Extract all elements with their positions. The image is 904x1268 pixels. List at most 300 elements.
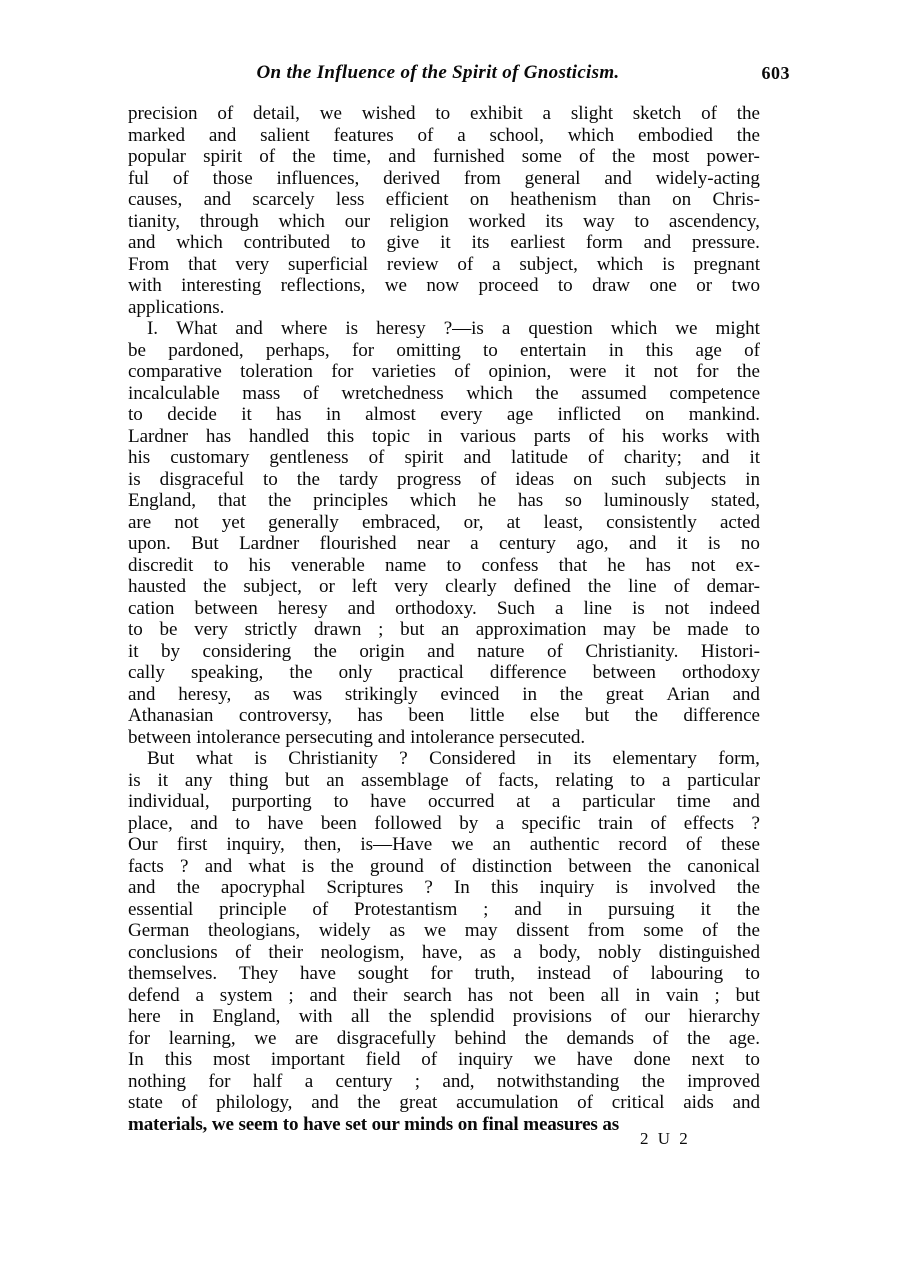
word: comparative bbox=[128, 361, 222, 382]
word: which bbox=[596, 253, 644, 275]
word: incalculable bbox=[128, 382, 220, 404]
paragraph bbox=[128, 103, 760, 318]
word: little bbox=[469, 705, 505, 726]
text-line bbox=[128, 189, 760, 211]
word: and bbox=[701, 447, 730, 468]
word: as bbox=[254, 683, 270, 705]
word: of bbox=[588, 425, 605, 447]
word: of bbox=[480, 468, 497, 490]
word: nobly bbox=[598, 941, 642, 963]
word: subject, bbox=[519, 253, 578, 275]
word: one bbox=[649, 275, 677, 296]
word: has bbox=[517, 490, 544, 511]
text-line: applications. bbox=[128, 296, 225, 318]
word: hausted bbox=[128, 576, 186, 597]
word: is bbox=[301, 855, 315, 877]
word: marked bbox=[128, 124, 185, 146]
word: time bbox=[676, 791, 711, 812]
word: omitting bbox=[396, 339, 461, 361]
text-line bbox=[128, 619, 760, 641]
word: ; bbox=[483, 898, 489, 920]
word: to bbox=[745, 963, 760, 984]
word: the bbox=[203, 576, 227, 597]
text-line bbox=[128, 705, 760, 727]
word: consistently bbox=[606, 511, 697, 533]
word: line bbox=[583, 597, 612, 619]
word: inquiry, bbox=[226, 834, 285, 855]
word: ascendency, bbox=[668, 210, 760, 232]
word: the bbox=[176, 877, 200, 898]
word: for bbox=[351, 339, 375, 361]
word: between bbox=[568, 855, 632, 877]
word: the bbox=[524, 1027, 548, 1049]
word: an bbox=[492, 834, 511, 855]
text-line bbox=[128, 1006, 760, 1028]
word: the bbox=[687, 1027, 711, 1049]
word: and bbox=[388, 146, 416, 167]
word: of bbox=[217, 103, 234, 124]
word: very bbox=[194, 619, 228, 640]
word: to bbox=[128, 619, 143, 640]
word: has bbox=[276, 404, 302, 425]
text-line bbox=[128, 684, 760, 706]
word: time, bbox=[332, 146, 372, 167]
word: ? bbox=[180, 855, 189, 877]
word: place, bbox=[128, 812, 173, 834]
text-line bbox=[128, 576, 760, 598]
word: give bbox=[386, 232, 420, 253]
word: which bbox=[409, 490, 457, 511]
word: for bbox=[696, 361, 719, 382]
word: it bbox=[440, 232, 451, 253]
word: is bbox=[662, 253, 675, 275]
word: draw bbox=[592, 275, 631, 296]
text-line bbox=[128, 877, 760, 899]
word: has bbox=[645, 554, 671, 576]
word: and bbox=[128, 232, 156, 253]
word: canonical bbox=[687, 855, 760, 877]
word: disgraceful bbox=[159, 468, 244, 490]
word: nothing bbox=[128, 1070, 186, 1092]
word: religion bbox=[389, 210, 449, 232]
text-line bbox=[128, 168, 760, 190]
word: is bbox=[254, 748, 267, 769]
word: Histori- bbox=[700, 640, 760, 662]
word: and bbox=[628, 533, 657, 554]
text-line bbox=[128, 770, 760, 792]
text-line bbox=[128, 1049, 760, 1071]
word: were bbox=[569, 361, 607, 382]
word: Lardner bbox=[128, 425, 189, 447]
word: decide bbox=[167, 404, 217, 425]
word: the bbox=[647, 855, 672, 877]
word: labouring bbox=[650, 963, 724, 984]
word: be bbox=[652, 619, 671, 640]
word: this bbox=[490, 877, 519, 898]
word: most bbox=[652, 146, 690, 167]
word: is bbox=[128, 769, 141, 791]
word: slight bbox=[570, 103, 613, 124]
text-line bbox=[128, 834, 760, 856]
text-line bbox=[128, 146, 760, 168]
word: Athanasian bbox=[128, 705, 214, 726]
word: their bbox=[268, 941, 304, 963]
word: tianity, bbox=[128, 210, 180, 232]
word: of bbox=[235, 941, 251, 963]
word: authentic bbox=[529, 834, 600, 855]
word: century bbox=[498, 533, 556, 554]
word: the bbox=[736, 103, 760, 124]
word: strikingly bbox=[344, 683, 418, 705]
word: reflections, bbox=[280, 275, 366, 296]
word: is—Have bbox=[360, 834, 433, 855]
word: elementary bbox=[612, 748, 697, 769]
word: have bbox=[370, 791, 407, 812]
word: we bbox=[533, 1049, 556, 1070]
text-line bbox=[128, 232, 760, 254]
word: been bbox=[548, 984, 585, 1006]
word: which bbox=[466, 382, 513, 404]
word: state bbox=[128, 1092, 163, 1113]
word: the bbox=[587, 576, 611, 597]
word: and bbox=[235, 318, 263, 339]
word: every bbox=[440, 404, 483, 425]
word: Scriptures bbox=[326, 877, 404, 898]
text-line bbox=[128, 469, 760, 491]
word: flourished bbox=[319, 533, 397, 554]
word: exhibit bbox=[470, 103, 523, 124]
word: ago, bbox=[576, 533, 609, 554]
word: left bbox=[351, 576, 378, 597]
word: by bbox=[459, 812, 479, 834]
word: of bbox=[744, 339, 760, 361]
word: or bbox=[318, 576, 335, 597]
word: to bbox=[634, 210, 650, 232]
word: and bbox=[643, 232, 672, 253]
word: of bbox=[368, 447, 385, 468]
word: Chris- bbox=[712, 189, 760, 210]
word: with bbox=[726, 425, 760, 447]
text-line bbox=[128, 318, 760, 340]
word: in bbox=[567, 898, 583, 920]
word: of bbox=[312, 898, 329, 920]
word: might bbox=[715, 318, 760, 339]
word: ; bbox=[714, 984, 720, 1006]
word: of bbox=[259, 146, 276, 167]
word: its bbox=[471, 232, 490, 253]
word: and bbox=[347, 597, 376, 619]
word: to bbox=[262, 468, 278, 490]
word: is bbox=[615, 877, 629, 898]
word: to bbox=[128, 404, 143, 425]
word: have bbox=[576, 1049, 613, 1070]
word: may bbox=[464, 920, 498, 941]
word: inflicted bbox=[557, 404, 621, 425]
word: that bbox=[188, 253, 217, 275]
word: a bbox=[554, 597, 564, 619]
word: to bbox=[235, 812, 250, 834]
word: ideas bbox=[515, 468, 555, 490]
word: it bbox=[157, 769, 169, 791]
word: his bbox=[248, 554, 271, 576]
word: for bbox=[128, 1027, 151, 1049]
word: most bbox=[213, 1049, 250, 1070]
word: of bbox=[172, 167, 189, 189]
word: the bbox=[268, 490, 292, 511]
text-line bbox=[128, 103, 760, 125]
text-line bbox=[128, 533, 760, 555]
word: clearly bbox=[445, 576, 497, 597]
word: to bbox=[557, 275, 573, 296]
word: is bbox=[632, 597, 645, 619]
word: relating bbox=[555, 769, 614, 791]
word: it bbox=[700, 898, 711, 920]
word: as bbox=[389, 920, 406, 941]
word: to bbox=[630, 769, 646, 791]
word: the bbox=[296, 468, 320, 490]
word: truth, bbox=[474, 963, 516, 984]
body-text-block bbox=[128, 103, 760, 1135]
word: indeed bbox=[709, 597, 760, 619]
word: a bbox=[457, 124, 466, 146]
word: facts, bbox=[498, 769, 539, 791]
word: which bbox=[567, 124, 615, 146]
word: of bbox=[578, 146, 595, 167]
text-line bbox=[128, 254, 760, 276]
word: earliest bbox=[510, 232, 565, 253]
word: of bbox=[547, 640, 563, 662]
word: between bbox=[592, 662, 656, 683]
word: for bbox=[208, 1070, 231, 1092]
word: contributed bbox=[243, 232, 331, 253]
word: century bbox=[335, 1070, 393, 1092]
word: of bbox=[181, 1092, 198, 1113]
word: less bbox=[335, 189, 365, 210]
word: but bbox=[584, 705, 610, 726]
text-line bbox=[128, 920, 760, 942]
word: But bbox=[191, 533, 219, 554]
word: furnished bbox=[432, 146, 505, 167]
word: he bbox=[478, 490, 496, 511]
text-line: materials, we seem to have set our minds on final measures as bbox=[128, 1113, 619, 1135]
word: approximation bbox=[475, 619, 587, 640]
word: the bbox=[736, 124, 760, 146]
word: in bbox=[635, 984, 651, 1006]
text-line bbox=[128, 641, 760, 663]
word: than bbox=[618, 189, 651, 210]
word: principle bbox=[219, 898, 287, 920]
word: a bbox=[661, 769, 671, 791]
word: was bbox=[292, 683, 323, 705]
word: only bbox=[338, 662, 373, 683]
word: of bbox=[577, 1092, 593, 1113]
word: mankind. bbox=[688, 404, 760, 425]
word: and bbox=[514, 898, 542, 920]
word: the bbox=[736, 898, 760, 920]
word: ; bbox=[378, 619, 384, 640]
word: sketch bbox=[632, 103, 682, 124]
text-line bbox=[128, 899, 760, 921]
word: progress bbox=[397, 468, 462, 490]
word: some bbox=[643, 920, 684, 941]
word: detail, bbox=[253, 103, 300, 124]
word: pressure. bbox=[691, 232, 760, 253]
word: the bbox=[313, 640, 337, 662]
word: in bbox=[325, 404, 341, 425]
word: general bbox=[524, 167, 581, 189]
word: we bbox=[319, 103, 342, 124]
word: is bbox=[128, 468, 141, 490]
word: evinced bbox=[440, 683, 500, 705]
word: confess bbox=[481, 554, 539, 576]
word: and bbox=[732, 683, 760, 705]
word: essential bbox=[128, 898, 194, 920]
word: Christianity bbox=[288, 748, 378, 769]
word: to bbox=[435, 103, 451, 124]
word: of bbox=[421, 1049, 438, 1070]
word: defend bbox=[128, 984, 180, 1006]
word: the bbox=[388, 1006, 412, 1027]
word: England, bbox=[128, 490, 197, 511]
word: the bbox=[357, 1092, 381, 1113]
word: and bbox=[463, 447, 491, 468]
word: has bbox=[357, 705, 383, 726]
word: Such bbox=[496, 597, 535, 619]
text-line bbox=[128, 662, 760, 684]
word: In bbox=[454, 877, 470, 898]
word: may bbox=[603, 619, 636, 640]
word: defined bbox=[513, 576, 571, 597]
text-line bbox=[128, 1071, 760, 1093]
word: inquiry bbox=[539, 877, 595, 898]
word: done bbox=[633, 1049, 671, 1070]
word: been bbox=[408, 705, 445, 726]
word: the bbox=[611, 146, 636, 167]
word: spirit bbox=[404, 447, 444, 468]
word: precision bbox=[128, 103, 198, 124]
word: ground bbox=[369, 855, 424, 877]
word: ? bbox=[424, 877, 433, 898]
word: customary bbox=[170, 447, 250, 468]
text-line bbox=[128, 211, 760, 233]
word: have bbox=[267, 812, 304, 834]
word: What bbox=[176, 318, 218, 339]
word: be bbox=[159, 619, 178, 640]
word: his bbox=[128, 447, 151, 468]
text-line bbox=[128, 340, 760, 362]
text-line bbox=[128, 383, 760, 405]
word: Our bbox=[128, 834, 158, 855]
word: proceed bbox=[478, 275, 539, 296]
word: pregnant bbox=[693, 253, 760, 275]
word: half bbox=[252, 1070, 283, 1092]
word: distinguished bbox=[658, 941, 760, 963]
word: orthodoxy bbox=[681, 662, 760, 683]
word: Arian bbox=[666, 683, 710, 705]
word: through bbox=[199, 210, 259, 232]
paragraph bbox=[128, 748, 760, 1135]
word: in bbox=[745, 468, 760, 490]
word: pardoned, bbox=[168, 339, 244, 361]
word: in bbox=[608, 339, 624, 361]
word: of bbox=[439, 855, 456, 877]
word: this bbox=[326, 425, 355, 447]
word: and bbox=[190, 812, 218, 834]
word: which bbox=[176, 232, 223, 253]
word: German bbox=[128, 920, 190, 941]
word: a bbox=[195, 984, 204, 1006]
word: next bbox=[691, 1049, 725, 1070]
word: entertain bbox=[520, 339, 587, 361]
word: important bbox=[270, 1049, 345, 1070]
text-line bbox=[128, 985, 760, 1007]
word: are bbox=[295, 1027, 319, 1049]
word: of bbox=[302, 382, 319, 404]
text-line bbox=[128, 490, 760, 512]
word: which bbox=[278, 210, 325, 232]
word: their bbox=[352, 984, 388, 1006]
word: upon. bbox=[128, 533, 171, 554]
word: topic bbox=[371, 425, 410, 447]
word: of bbox=[701, 103, 717, 124]
word: an bbox=[441, 619, 459, 640]
word: a bbox=[513, 941, 522, 963]
word: accumulation bbox=[456, 1092, 559, 1113]
word: theologians, bbox=[207, 920, 301, 941]
word: heathenism bbox=[510, 189, 597, 210]
text-line bbox=[128, 963, 760, 985]
word: at bbox=[516, 791, 530, 812]
word: conclusions bbox=[128, 941, 218, 963]
word: here bbox=[128, 1006, 161, 1027]
word: inquiry bbox=[458, 1049, 513, 1070]
word: generally bbox=[268, 511, 339, 533]
word: is bbox=[707, 533, 721, 554]
word: causes, bbox=[128, 189, 183, 210]
word: almost bbox=[365, 404, 416, 425]
word: But bbox=[147, 748, 175, 769]
word: with bbox=[298, 1006, 333, 1027]
word: instead bbox=[536, 963, 591, 984]
word: such bbox=[611, 468, 647, 490]
word: wretchedness bbox=[341, 382, 444, 404]
word: Considered bbox=[429, 748, 516, 769]
word: in bbox=[522, 683, 537, 705]
word: a bbox=[542, 103, 551, 124]
word: nature bbox=[477, 640, 525, 662]
word: of bbox=[454, 361, 471, 382]
word: that bbox=[217, 490, 247, 511]
word: From bbox=[128, 253, 170, 275]
word: luminously bbox=[603, 490, 690, 511]
word: but bbox=[400, 619, 425, 640]
word: spirit bbox=[203, 146, 243, 167]
word: question bbox=[528, 318, 593, 339]
word: of bbox=[588, 447, 604, 468]
word: Protestantism bbox=[354, 898, 458, 920]
word: venerable bbox=[291, 554, 365, 576]
word: handled bbox=[248, 425, 310, 447]
word: made bbox=[687, 619, 729, 640]
word: at bbox=[506, 511, 521, 533]
paragraph bbox=[128, 318, 760, 748]
word: which bbox=[610, 318, 658, 339]
word: it bbox=[128, 640, 139, 662]
text-line bbox=[128, 791, 760, 813]
word: not bbox=[508, 984, 534, 1006]
word: and bbox=[204, 855, 233, 877]
word: to bbox=[333, 791, 349, 812]
